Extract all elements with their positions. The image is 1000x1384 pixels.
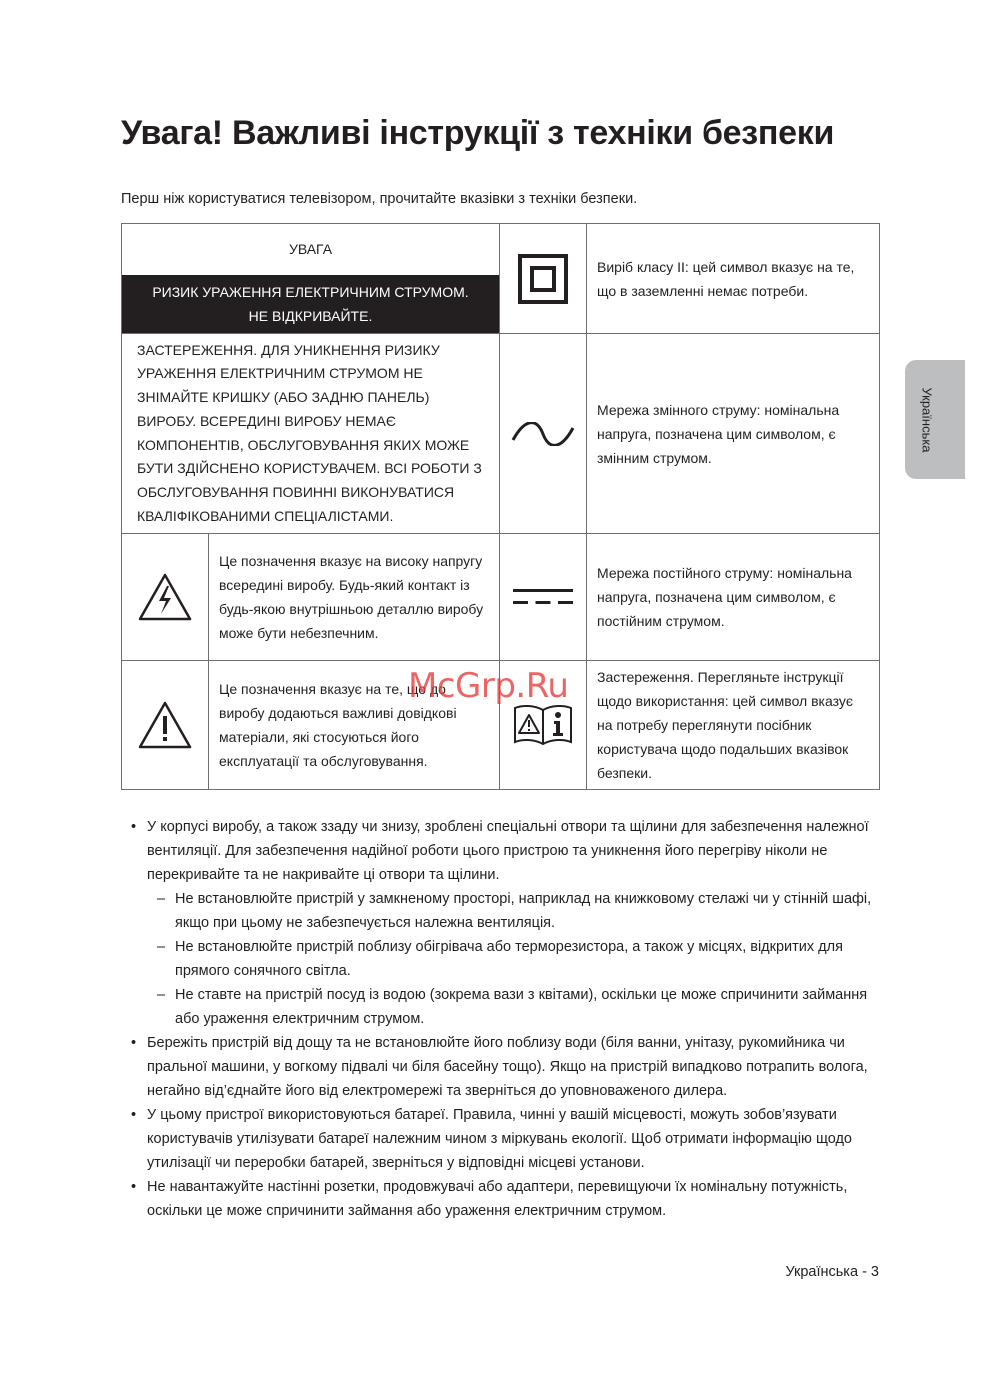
list-item [130, 815, 890, 1031]
high-voltage-icon-cell [122, 534, 209, 661]
shock-risk-line-2: НЕ ВІДКРИВАЙТЕ. [248, 308, 373, 324]
list-item: • У цьому пристрої використовуються батареї. Правила, чинні у вашій місцевості, можуть зобов’язувати користувачів утилізувати батареї належним чином з міркувань екології. Щоб отримати інформацію щодо утилізації чи переробки батарей, зверніться у відповідні місцеві установи. [130, 1103, 890, 1175]
ac-icon-cell [500, 334, 587, 534]
ventilation-instruction: У корпусі виробу, а також ззаду чи знизу, зроблені спеціальні отвори та щілини для забезпечення належної вентиляції. Для забезпечення надійної роботи цього пристрою та уникнення його перегріву ніколи не перекривайте та не накривайте ці отвори та щілини. [147, 819, 869, 883]
safety-instructions-list [130, 815, 890, 1223]
lightning-warning-icon [137, 572, 193, 622]
high-voltage-description: Це позначення вказує на високу напругу всередині виробу. Будь-який контакт із будь-якою внутрішньою деталлю виробу може бути небезпечним. [209, 534, 500, 661]
sub-list-item: – Не ставте на пристрій посуд із водою (зокрема вази з квітами), оскільки це може спричинити займання або ураження електричним струмом. [147, 983, 890, 1031]
caution-notice: ЗАСТЕРЕЖЕННЯ. ДЛЯ УНИКНЕННЯ РИЗИКУ УРАЖЕННЯ ЕЛЕКТРИЧНИМ СТРУМОМ НЕ ЗНІМАЙТЕ КРИШКУ (АБО ЗАДНЮ ПАНЕЛЬ) ВИРОБУ. ВСЕРЕДИНІ ВИРОБУ НЕМАЄ КОМПОНЕНТІВ, ОБСЛУГОВУВАННЯ ЯКИХ МОЖЕ БУТИ ЗДІЙСНЕНО КОРИСТУВАЧЕМ. ВСІ РОБОТИ З ОБСЛУГОВУВАННЯ ПОВИННІ ВИКОНУВАТИСЯ КВАЛІФІКОВАНИМИ СПЕЦІАЛІСТАМИ. [122, 334, 500, 534]
warning-heading: УВАГА [288, 241, 333, 257]
direct-current-icon [511, 586, 575, 608]
ac-description: Мережа змінного струму: номінальна напруга, позначена цим символом, є змінним струмом. [587, 334, 880, 534]
page-title: Увага! Важливі інструкції з техніки безпеки [121, 114, 835, 152]
list-item: • Бережіть пристрій від дощу та не встановлюйте його поблизу води (біля ванни, унітазу, рукомийника чи пральної машини, у вогкому підвалі чи біля басейну тощо). Якщо на пристрій випадково потрапить волога, негайно від’єднайте його від електромережі та зверніться до уповноваженого дилера. [130, 1031, 890, 1103]
alternating-current-icon [511, 422, 575, 446]
shock-risk-banner [122, 275, 499, 333]
class2-icon-cell [500, 224, 587, 334]
watermark: McGrp.Ru [408, 666, 569, 706]
intro-text: Перш ніж користуватися телевізором, прочитайте вказівки з техніки безпеки. [121, 191, 638, 207]
list-item: • Не навантажуйте настінні розетки, продовжувачі або адаптери, перевищуючи їх номінальну потужність, оскільки це може спричинити займання або ураження електричним струмом. [130, 1175, 890, 1223]
warning-header-cell [122, 224, 500, 334]
dc-icon-cell [500, 534, 587, 661]
exclamation-warning-icon [137, 700, 193, 750]
page-number: Українська - 3 [785, 1264, 879, 1280]
consult-manual-icon [512, 702, 574, 748]
dc-description: Мережа постійного струму: номінальна напруга, позначена цим символом, є постійним струмом. [587, 534, 880, 661]
important-docs-icon-cell [122, 661, 209, 790]
consult-manual-description: Застереження. Перегляньте інструкції щодо використання: цей символ вказує на потребу переглянути посібник користувача щодо подальших вказівок безпеки. [587, 661, 880, 790]
ventilation-sublist [147, 887, 890, 1031]
class2-description: Виріб класу II: цей символ вказує на те, що в заземленні немає потреби. [587, 224, 880, 334]
language-side-tab [905, 360, 965, 479]
sub-list-item: – Не встановлюйте пристрій поблизу обігрівача або терморезистора, а також у місцях, відкритих для прямого сонячного світла. [147, 935, 890, 983]
double-square-icon [517, 253, 569, 305]
important-docs-description: Це позначення вказує на те, що до виробу додаються важливі довідкові матеріали, які стосуються його експлуатації та обслуговування. [209, 661, 500, 790]
language-tab-label: Українська [919, 387, 935, 453]
sub-list-item: – Не встановлюйте пристрій у замкненому просторі, наприклад на книжковому стелажі чи у стінній шафі, якщо при цьому не забезпечується належна вентиляція. [147, 887, 890, 935]
shock-risk-line-1: РИЗИК УРАЖЕННЯ ЕЛЕКТРИЧНИМ СТРУМОМ. [152, 284, 469, 300]
